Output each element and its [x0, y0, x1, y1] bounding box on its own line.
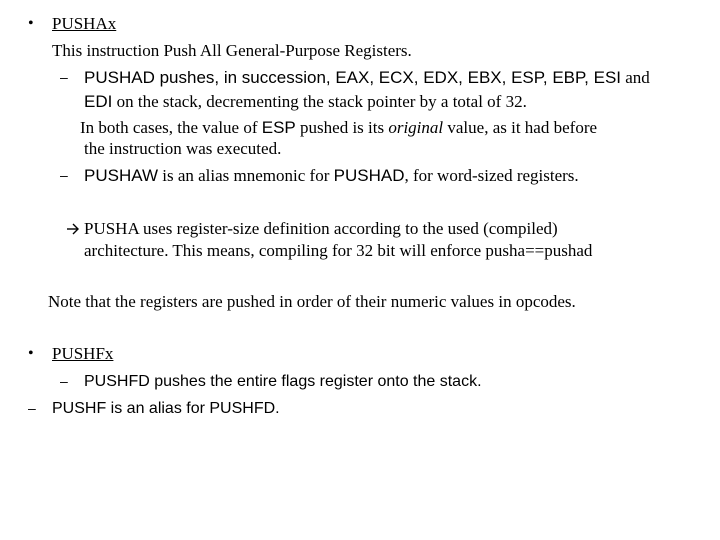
- pusha-note-line-1: PUSHA uses register-size definition according to the used (compiled): [84, 219, 558, 238]
- dash-pushaw: –: [60, 167, 68, 183]
- pushaw-mnemonic: PUSHAW: [84, 166, 158, 185]
- both-cases-text-2: pushed is its: [295, 118, 389, 137]
- pushfd-line: PUSHFD pushes the entire flags register onto the stack.: [84, 373, 482, 390]
- both-cases-line-2: the instruction was executed.: [84, 139, 282, 158]
- pushad-reg-edi: EDI: [84, 92, 113, 111]
- pusha-note-line-2: architecture. This means, compiling for 32 bit will enforce pusha==pushad: [84, 241, 593, 260]
- dash-pushad: –: [60, 69, 68, 85]
- both-cases-text-1: In both cases, the value of: [80, 118, 262, 137]
- right-arrow-icon: [66, 219, 80, 239]
- pushax-intro: This instruction Push All General-Purpose Registers.: [52, 41, 412, 60]
- pushaw-line: [84, 166, 579, 186]
- pushax-title: PUSHAx: [52, 14, 117, 33]
- pushad-text-2: and: [621, 68, 650, 87]
- pushad-registers: EAX, ECX, EDX, EBX, ESP, EBP, ESI: [335, 68, 622, 87]
- dash-pushf: –: [28, 400, 36, 416]
- bullet-pushax: •: [28, 15, 34, 32]
- pushaw-mnemonic-2: PUSHAD: [333, 166, 405, 185]
- dash-pushfd: –: [60, 373, 68, 389]
- registers-order-note: Note that the registers are pushed in order of their numeric values in opcodes.: [48, 292, 576, 311]
- pushad-text-3: on the stack, decrementing the stack pointer by a total of 32.: [112, 92, 527, 111]
- pushad-line-2: [84, 92, 527, 112]
- both-cases-line-1: [80, 118, 597, 138]
- both-cases-text-3: value, as it had before: [443, 118, 598, 137]
- pushad-mnemonic: PUSHAD: [84, 68, 155, 87]
- pushfx-title: PUSHFx: [52, 344, 114, 363]
- bullet-pushfx: •: [28, 345, 34, 362]
- pushad-line-1: [84, 68, 650, 88]
- pushaw-text-2: , for word-sized registers.: [404, 166, 579, 185]
- pushaw-text-1: is an alias mnemonic for: [158, 166, 334, 185]
- pushf-line: PUSHF is an alias for PUSHFD.: [52, 400, 280, 417]
- both-cases-reg: ESP: [261, 118, 296, 137]
- pushad-text-1: pushes, in succession,: [154, 68, 336, 87]
- both-cases-italic: original: [388, 118, 444, 137]
